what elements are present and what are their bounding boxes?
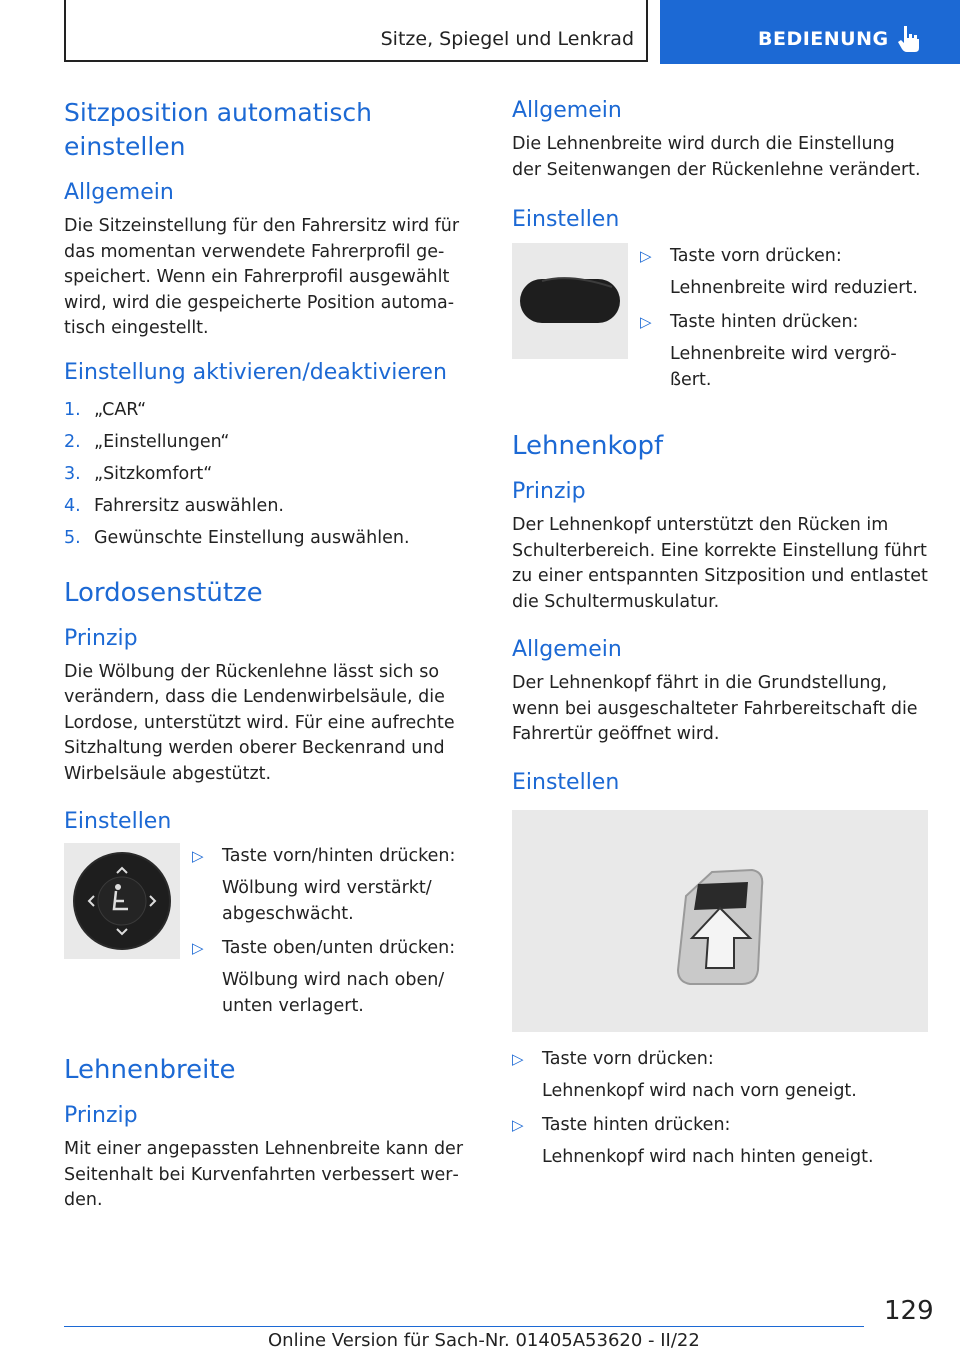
- triangle-bullet-icon: ▷: [512, 1049, 524, 1068]
- list-item: 3. „Sitzkomfort“: [64, 463, 213, 484]
- lumbar-switch-icon: [64, 843, 180, 959]
- list-item: ▷ Taste hinten drücken: Lehnenkopf wird nach hinten geneigt.: [512, 1112, 928, 1170]
- steps-list: [64, 394, 476, 554]
- left-column: [64, 96, 476, 1214]
- list-item: 1. „CAR“: [64, 399, 147, 420]
- footer-online-version: Online Version für Sach-Nr. 01405A53620 - II/22: [268, 1330, 700, 1351]
- section-title-lehnenbreite: Lehnenbreite: [64, 1055, 236, 1085]
- list-item: ▷ Taste vorn drücken: Lehnenbreite wird reduziert.: [640, 243, 928, 301]
- list-item: ▷ Taste oben/unten drücken: Wölbung wird nach oben/ unten verlagert.: [192, 935, 476, 1019]
- page-number: 129: [884, 1296, 934, 1326]
- section-title-sitzposition: Sitzposition automatisch einstellen: [64, 98, 373, 161]
- right-column: [512, 96, 928, 1178]
- heading-allgemein-right: Allgemein: [512, 98, 622, 123]
- breite-bullets: [640, 243, 928, 401]
- list-item: 4. Fahrersitz auswählen.: [64, 495, 284, 516]
- triangle-bullet-icon: ▷: [640, 247, 652, 265]
- text-allgemein: Die Sitzeinstellung für den Fahrersitz wird für das momentan verwendete Fahrerprofil gespeichert. Wenn ein Fahrerprofil ausgewählt wird, wird die gespeicherte Position automatisch eingestellt.: [64, 216, 460, 338]
- heading-allgemein-lehnenkopf: Allgemein: [512, 637, 622, 662]
- section-title-lehnenkopf: Lehnenkopf: [512, 431, 664, 461]
- list-item: 2. „Einstellungen“: [64, 431, 230, 452]
- text-lehnenkopf-allgemein: Der Lehnenkopf fährt in die Grundstellung, wenn bei ausgeschalteter Fahrbereitschaft die Fahrertür geöffnet wird.: [512, 673, 918, 744]
- lordose-figure-row: [64, 843, 476, 1027]
- triangle-bullet-icon: ▷: [640, 313, 652, 331]
- header-section-tab: [660, 0, 960, 64]
- heading-allgemein: Allgemein: [64, 180, 174, 205]
- heading-einstellen: Einstellen: [64, 809, 172, 834]
- heading-einstellen-right: Einstellen: [512, 207, 620, 232]
- list-item: ▷ Taste hinten drücken: Lehnenbreite wird vergrößert.: [640, 309, 928, 393]
- lehnenkopf-control-image: [512, 810, 928, 1032]
- backrest-width-switch-icon: [512, 243, 628, 359]
- list-item: ▷ Taste vorn drücken: Lehnenkopf wird nach vorn geneigt.: [512, 1046, 928, 1104]
- header-chapter-box: [64, 0, 648, 62]
- triangle-bullet-icon: ▷: [192, 847, 204, 865]
- chapter-title: Sitze, Spiegel und Lenkrad: [380, 28, 634, 50]
- heading-prinzip-lehnenkopf: Prinzip: [512, 479, 586, 504]
- heading-einstellen-lehnenkopf: Einstellen: [512, 769, 620, 795]
- heading-prinzip-lehnenbreite: Prinzip: [64, 1103, 138, 1128]
- text-allgemein-right: Die Lehnenbreite wird durch die Einstellung der Seitenwangen der Rückenlehne verändert.: [512, 134, 921, 180]
- lordose-control-image: [64, 843, 180, 959]
- triangle-bullet-icon: ▷: [512, 1115, 524, 1134]
- lehnenkopf-bullets: [512, 1046, 928, 1170]
- text-lehnenkopf-prinzip: Der Lehnenkopf unterstützt den Rücken im Schulterbereich. Eine korrekte Einstellung führt zu einer entspannten Sitzposition und entlastet die Schultermuskulatur.: [512, 515, 928, 612]
- breite-figure-row: [512, 243, 928, 401]
- heading-prinzip: Prinzip: [64, 625, 138, 651]
- section-label: BEDIENUNG: [758, 28, 889, 50]
- heading-aktivieren: Einstellung aktivieren/deaktivieren: [64, 359, 447, 385]
- text-lehnenbreite-prinzip: Mit einer angepassten Lehnenbreite kann der Seitenhalt bei Kurvenfahrten verbessert werden.: [64, 1139, 464, 1210]
- triangle-bullet-icon: ▷: [192, 939, 204, 957]
- footer-divider: [64, 1326, 864, 1327]
- pointing-hand-icon: [896, 24, 922, 54]
- headrest-switch-icon: [512, 810, 928, 1032]
- lordose-bullets: [192, 843, 476, 1027]
- list-item: ▷ Taste vorn/hinten drücken: Wölbung wird verstärkt/ abgeschwächt.: [192, 843, 476, 927]
- list-item: 5. Gewünschte Einstellung auswählen.: [64, 527, 410, 548]
- breite-control-image: [512, 243, 628, 359]
- text-lordose-prinzip: Die Wölbung der Rückenlehne lässt sich so verändern, dass die Lendenwirbelsäule, die Lordose, unterstützt wird. Für eine aufrechte Sitzhaltung werden oberer Beckenrand und Wirbelsäule abgestützt.: [64, 661, 455, 784]
- section-title-lordose: Lordosenstütze: [64, 577, 263, 608]
